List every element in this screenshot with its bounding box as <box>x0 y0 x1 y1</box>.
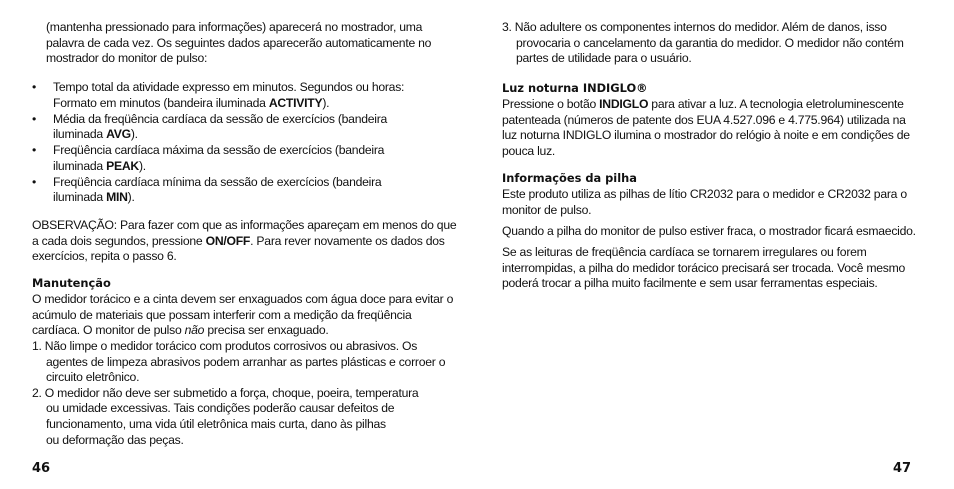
battery-paragraph-1: Este produto utiliza as pilhas de lítio CR2032 para o medidor e CR2032 para o monitor de pulso. <box>502 187 907 217</box>
list-item-avg: • Média da freqüência cardíaca da sessão de exercícios (bandeira iluminada AVG). <box>32 111 388 142</box>
list-item: 3. Não adultere os componentes internos do medidor. Além de danos, isso provocaria o cancelamento da garantia do medidor. O medidor não contém partes de utilidade para o usuário. <box>502 20 904 66</box>
indiglo-paragraph: Pressione o botão INDIGLO para ativar a luz. A tecnologia eletroluminescente patenteada (números de patente dos EUA 4.527.096 e 4.775.964) utilizada na luz noturna INDIGLO ilumina o mostrador do relógio à noite e em condições de pouca luz. <box>502 97 910 158</box>
maintenance-heading: Manutenção <box>32 276 111 290</box>
battery-paragraph-3: Se as leituras de freqüência cardíaca se tornarem irregulares ou forem interrompidas, a pilha do medidor torácico precisará ser trocada. Você mesmo poderá trocar a pilha muito facilmente e sem usar ferramentas especiais. <box>502 245 906 291</box>
battery-heading: Informações da pilha <box>502 171 637 185</box>
battery-paragraph-2: Quando a pilha do monitor de pulso estiver fraca, o mostrador ficará esmaecido. <box>502 224 916 238</box>
note-paragraph: OBSERVAÇÃO: Para fazer com que as informações apareçam em menos do que a cada dois segundos, pressione ON/OFF. Para rever novamente os dados dos exercícios, repita o passo 6. <box>32 218 457 264</box>
list-item-min: • Freqüência cardíaca mínima da sessão de exercícios (bandeira iluminada MIN). <box>32 174 382 205</box>
list-item-activity: • Tempo total da atividade expresso em minutos. Segundos ou horas: Formato em minutos (bandeira iluminada ACTIVITY). <box>32 80 405 110</box>
indiglo-heading: Luz noturna INDIGLO® <box>502 81 648 95</box>
list-item: 1. Não limpe o medidor torácico com produtos corrosivos ou abrasivos. Os agentes de limpeza abrasivos podem arranhar as partes plásticas e corroer o circuito eletrônico. <box>32 339 446 385</box>
data-list <box>32 80 452 206</box>
page-number-right: 47 <box>893 461 912 476</box>
list-item: 2. O medidor não deve ser submetido a força, choque, poeira, temperatura ou umidade excessivas. Tais condições poderão causar defeitos de funcionamento, uma vida útil eletrônica mais curta, dano às pilhas ou deformação das peças. <box>32 385 419 447</box>
intro-paragraph: (mantenha pressionado para informações) aparecerá no mostrador, uma palavra de cada vez. Os seguintes dados aparecerão automaticamente no mostrador do monitor de pulso: <box>46 20 432 66</box>
maintenance-list <box>32 339 452 448</box>
bullet-icon: • <box>32 111 37 126</box>
list-item-peak: • Freqüência cardíaca máxima da sessão de exercícios (bandeira iluminada PEAK). <box>32 143 385 173</box>
bullet-icon: • <box>32 174 37 189</box>
bullet-icon: • <box>32 80 37 94</box>
page-number-left: 46 <box>32 461 51 476</box>
maintenance-paragraph: O medidor torácico e a cinta devem ser enxaguados com água doce para evitar o acúmulo de materiais que possam interferir com a medição da freqüência cardíaca. O monitor de pulso não precisa ser enxaguado. <box>32 292 454 338</box>
bullet-icon: • <box>32 143 37 157</box>
